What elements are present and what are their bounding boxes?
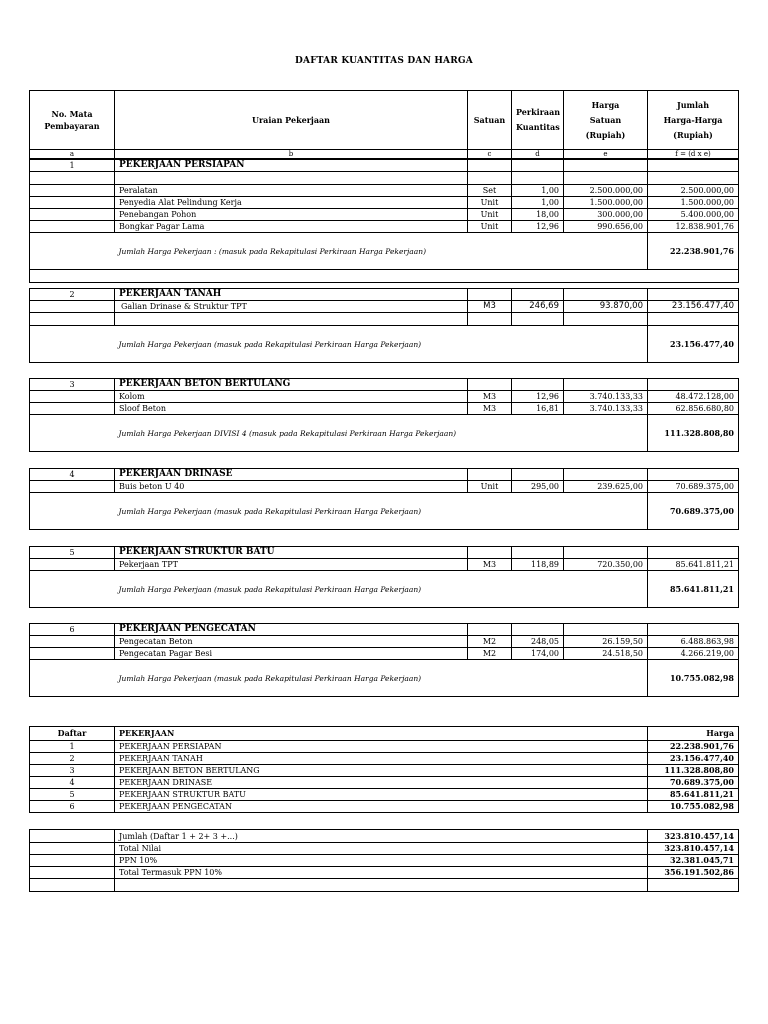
section-sum-value: 70.689.375,00 [648, 493, 739, 530]
item-name: Peralatan [115, 185, 468, 197]
recap-col-pekerjaan: PEKERJAAN [115, 727, 648, 741]
item-harga: 24.518,50 [564, 648, 648, 660]
recap-no: 2 [30, 753, 115, 765]
item-qty: 18,00 [512, 209, 564, 221]
section-no: 5 [30, 547, 115, 559]
recap-name: PEKERJAAN BETON BERTULANG [115, 765, 648, 777]
section-sum-label: Jumlah Harga Pekerjaan (masuk pada Rekapitulasi Perkiraan Harga Pekerjaan) [115, 571, 648, 608]
item-name: Sloof Beton [115, 403, 468, 415]
letter-e: e [564, 150, 648, 159]
item-satuan: Unit [468, 197, 512, 209]
section-struktur-batu [29, 546, 738, 608]
item-jumlah: 2.500.000,00 [648, 185, 739, 197]
section-title: PEKERJAAN TANAH [115, 289, 468, 301]
section-sum-label: Jumlah Harga Pekerjaan (masuk pada Rekapitulasi Perkiraan Harga Pekerjaan) [115, 326, 648, 363]
item-harga: 720.350,00 [564, 559, 648, 571]
total-value: 323.810.457,14 [648, 830, 739, 843]
item-name: Pengecatan Pagar Besi [115, 648, 468, 660]
recap-no: 4 [30, 777, 115, 789]
item-satuan: M3 [468, 403, 512, 415]
item-jumlah: 70.689.375,00 [648, 481, 739, 493]
col-uraian: Uraian Pekerjaan [115, 91, 468, 150]
item-jumlah: 12.838.901,76 [648, 221, 739, 233]
section-title: PEKERJAAN BETON BERTULANG [115, 379, 468, 391]
section-sum-value: 85.641.811,21 [648, 571, 739, 608]
recap-no: 1 [30, 741, 115, 753]
item-qty: 295,00 [512, 481, 564, 493]
recap-name: PEKERJAAN PENGECATAN [115, 801, 648, 813]
item-harga: 1.500.000,00 [564, 197, 648, 209]
item-satuan: M2 [468, 648, 512, 660]
item-qty: 246,69 [512, 301, 564, 313]
section-sum-value: 22.238.901,76 [648, 233, 739, 270]
item-satuan: Unit [468, 221, 512, 233]
section-sum-label: Jumlah Harga Pekerjaan DIVISI 4 (masuk pada Rekapitulasi Perkiraan Harga Pekerjaan) [115, 415, 648, 452]
letter-c: c [468, 150, 512, 159]
section-tanah [29, 288, 738, 363]
section-no: 3 [30, 379, 115, 391]
section-sum-label: Jumlah Harga Pekerjaan (masuk pada Rekapitulasi Perkiraan Harga Pekerjaan) [115, 493, 648, 530]
table-header [29, 90, 738, 159]
page-title: DAFTAR KUANTITAS DAN HARGA [295, 56, 473, 66]
item-qty: 174,00 [512, 648, 564, 660]
letter-b: b [115, 150, 468, 159]
item-name: Pengecatan Beton [115, 636, 468, 648]
item-satuan: M3 [468, 559, 512, 571]
section-drinase [29, 468, 738, 530]
item-name: Buis beton U 40 [115, 481, 468, 493]
recap-harga: 70.689.375,00 [648, 777, 739, 789]
section-title: PEKERJAAN PENGECATAN [115, 624, 468, 636]
item-jumlah: 23.156.477,40 [648, 301, 739, 313]
total-value: 356.191.502,86 [648, 867, 739, 879]
item-qty: 16,81 [512, 403, 564, 415]
section-no: 1 [30, 160, 115, 172]
col-perkiraan: Perkiraan Kuantitas [512, 91, 564, 150]
total-label: Total Nilai [115, 843, 648, 855]
item-qty: 118,89 [512, 559, 564, 571]
item-satuan: M3 [468, 391, 512, 403]
section-title: PEKERJAAN STRUKTUR BATU [115, 547, 468, 559]
total-value: 32.381.045,71 [648, 855, 739, 867]
section-no: 4 [30, 469, 115, 481]
item-harga: 239.625,00 [564, 481, 648, 493]
recap-harga: 10.755.082,98 [648, 801, 739, 813]
item-qty: 1,00 [512, 185, 564, 197]
recap-harga: 111.328.808,80 [648, 765, 739, 777]
item-harga: 2.500.000,00 [564, 185, 648, 197]
item-name: Penebangan Pohon [115, 209, 468, 221]
recap-name: PEKERJAAN STRUKTUR BATU [115, 789, 648, 801]
letter-f: f = (d x e) [648, 150, 739, 159]
item-qty: 12,96 [512, 391, 564, 403]
recap-no: 5 [30, 789, 115, 801]
item-harga: 3.740.133,33 [564, 403, 648, 415]
totals-table [29, 829, 738, 892]
item-jumlah: 5.400.000,00 [648, 209, 739, 221]
section-sum-label: Jumlah Harga Pekerjaan : (masuk pada Rekapitulasi Perkiraan Harga Pekerjaan) [115, 233, 648, 270]
section-no: 6 [30, 624, 115, 636]
item-satuan: M3 [468, 301, 512, 313]
recap-harga: 22.238.901,76 [648, 741, 739, 753]
item-name: Galian Drinase & Struktur TPT [115, 301, 468, 313]
item-harga: 300.000,00 [564, 209, 648, 221]
item-satuan: Unit [468, 481, 512, 493]
section-sum-value: 111.328.808,80 [648, 415, 739, 452]
item-harga: 26.159,50 [564, 636, 648, 648]
item-satuan: Set [468, 185, 512, 197]
recap-table [29, 726, 738, 813]
item-qty: 1,00 [512, 197, 564, 209]
section-sum-value: 10.755.082,98 [648, 660, 739, 697]
item-jumlah: 1.500.000,00 [648, 197, 739, 209]
section-title: PEKERJAAN DRINASE [115, 469, 468, 481]
total-value: 323.810.457,14 [648, 843, 739, 855]
col-jumlah: Jumlah Harga-Harga (Rupiah) [648, 91, 739, 150]
item-satuan: Unit [468, 209, 512, 221]
total-label: Total Termasuk PPN 10% [115, 867, 648, 879]
recap-no: 3 [30, 765, 115, 777]
item-name: Penyedia Alat Pelindung Kerja [115, 197, 468, 209]
recap-name: PEKERJAAN DRINASE [115, 777, 648, 789]
item-name: Bongkar Pagar Lama [115, 221, 468, 233]
col-satuan: Satuan [468, 91, 512, 150]
recap-col-daftar: Daftar [30, 727, 115, 741]
item-jumlah: 48.472.128,00 [648, 391, 739, 403]
recap-col-harga: Harga [648, 727, 739, 741]
section-no: 2 [30, 289, 115, 301]
col-no-mata: No. Mata Pembayaran [30, 91, 115, 150]
recap-harga: 85.641.811,21 [648, 789, 739, 801]
letter-d: d [512, 150, 564, 159]
recap-no: 6 [30, 801, 115, 813]
section-sum-value: 23.156.477,40 [648, 326, 739, 363]
item-qty: 248,05 [512, 636, 564, 648]
recap-name: PEKERJAAN TANAH [115, 753, 648, 765]
section-sum-label: Jumlah Harga Pekerjaan (masuk pada Rekapitulasi Perkiraan Harga Pekerjaan) [115, 660, 648, 697]
item-jumlah: 4.266.219,00 [648, 648, 739, 660]
item-jumlah: 85.641.811,21 [648, 559, 739, 571]
item-jumlah: 62.856.680,80 [648, 403, 739, 415]
section-beton [29, 378, 738, 452]
section-persiapan [29, 159, 738, 283]
section-title: PEKERJAAN PERSIAPAN [115, 160, 468, 172]
item-name: Kolom [115, 391, 468, 403]
item-satuan: M2 [468, 636, 512, 648]
item-jumlah: 6.488.863,98 [648, 636, 739, 648]
section-pengecatan [29, 623, 738, 697]
col-harga-satuan: Harga Satuan (Rupiah) [564, 91, 648, 150]
recap-harga: 23.156.477,40 [648, 753, 739, 765]
item-harga: 3.740.133,33 [564, 391, 648, 403]
item-harga: 93.870,00 [564, 301, 648, 313]
item-qty: 12,96 [512, 221, 564, 233]
total-label: PPN 10% [115, 855, 648, 867]
item-harga: 990.656,00 [564, 221, 648, 233]
recap-name: PEKERJAAN PERSIAPAN [115, 741, 648, 753]
item-name: Pekerjaan TPT [115, 559, 468, 571]
letter-a: a [30, 150, 115, 159]
total-label: Jumlah (Daftar 1 + 2+ 3 +...) [115, 830, 648, 843]
